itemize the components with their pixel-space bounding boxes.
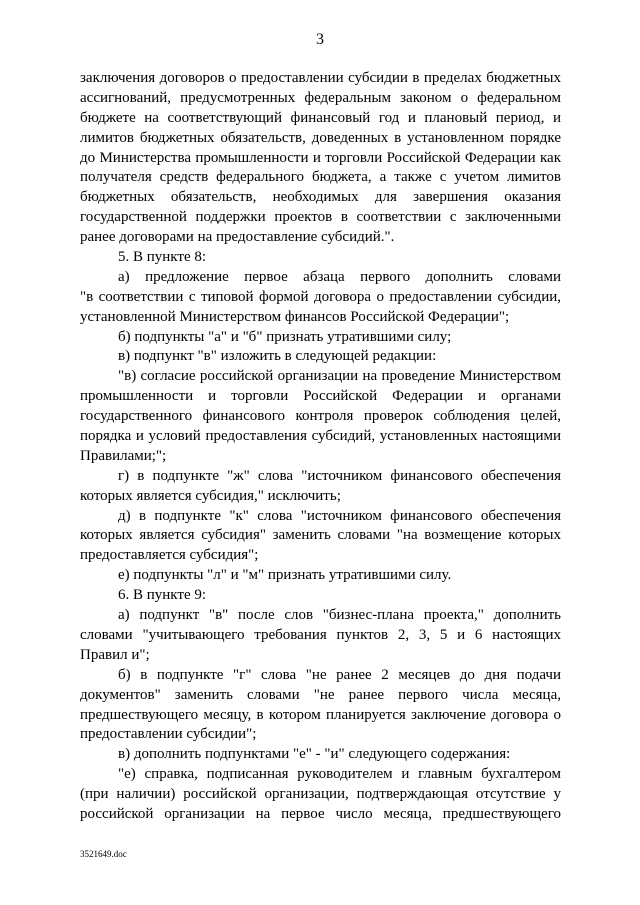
text-line: предоставлении субсидии"; (80, 726, 257, 743)
text-line: 5. В пункте 8: (118, 249, 207, 266)
text-line: которых является субсидия," исключить; (80, 487, 341, 504)
text-line: заключения договоров о предоставлении субсидии в пределах бюджетных (80, 70, 561, 86)
text-line: бюджетных обязательств, необходимых для завершения оказания (80, 189, 561, 206)
text-line: ассигнований, предусмотренных федеральным законом о федеральном (80, 89, 561, 106)
text-line: "е) справка, подписанная руководителем и главным бухгалтером (118, 766, 561, 783)
text-line: документов" заменить словами "не ранее первого числа месяца, (80, 686, 561, 703)
text-line: в) дополнить подпунктами "е" - "и" следующего содержания: (118, 746, 511, 763)
text-line: "в) согласие российской организации на проведение Министерством (118, 368, 561, 385)
text-line: словами "учитывающего требования пунктов 2, 3, 5 и 6 настоящих (80, 626, 561, 643)
text-line: б) подпункты "а" и "б" признать утратившими силу; (118, 328, 452, 345)
text-line: д) в подпункте "к" слова "источником финансового обеспечения (118, 507, 561, 524)
text-line: "в соответствии с типовой формой договора о предоставлении субсидии, (80, 288, 561, 305)
text-line: порядка и условий предоставления субсидий, установленных настоящими (80, 428, 561, 445)
text-line: промышленности и торговли Российской Федерации и органами (80, 388, 561, 405)
text-line: б) в подпункте "г" слова "не ранее 2 месяцев до дня подачи (118, 666, 561, 683)
text-line: е) подпункты "л" и "м" признать утратившими силу. (118, 567, 452, 584)
document-body (80, 69, 561, 825)
page-number: 3 (316, 31, 324, 48)
text-line: Правилами;"; (80, 447, 167, 464)
text-line: г) в подпункте "ж" слова "источником финансового обеспечения (118, 467, 561, 484)
text-line: до Министерства промышленности и торговли Российской Федерации как (80, 149, 561, 166)
text-line: (при наличии) российской организации, подтверждающая отсутствие у (80, 786, 561, 803)
text-line: 6. В пункте 9: (118, 587, 207, 604)
text-line: в) подпункт "в" изложить в следующей редакции: (118, 348, 437, 365)
text-line: бюджете на соответствующий финансовый год и плановый период, и (80, 109, 561, 126)
text-line: российской организации на первое число месяца, предшествующего (80, 805, 561, 822)
text-line: предшествующего месяцу, в котором планируется заключение договора о (80, 706, 561, 723)
text-line: предоставляется субсидия"; (80, 547, 259, 564)
text-line: получателя средств федерального бюджета, а также с учетом лимитов (80, 169, 561, 186)
text-line: установленной Министерством финансов Российской Федерации"; (80, 308, 510, 325)
text-line: а) подпункт "в" после слов "бизнес-плана проекта," дополнить (118, 607, 561, 624)
text-line: государственного финансового контроля проверок соблюдения целей, (80, 408, 561, 425)
text-line: Правил и"; (80, 646, 150, 663)
document-footer-filename: 3521649.doc (80, 849, 127, 859)
text-line: лимитов бюджетных обязательств, доведенных в установленном порядке (80, 129, 561, 146)
text-line: государственной поддержки проектов в соответствии с заключенными (80, 209, 561, 226)
text-line: ранее договорами на предоставление субсидий.". (80, 229, 395, 246)
text-line: а) предложение первое абзаца первого дополнить словами (118, 268, 561, 285)
text-line: которых является субсидия" заменить словами "на возмещение которых (80, 527, 561, 544)
